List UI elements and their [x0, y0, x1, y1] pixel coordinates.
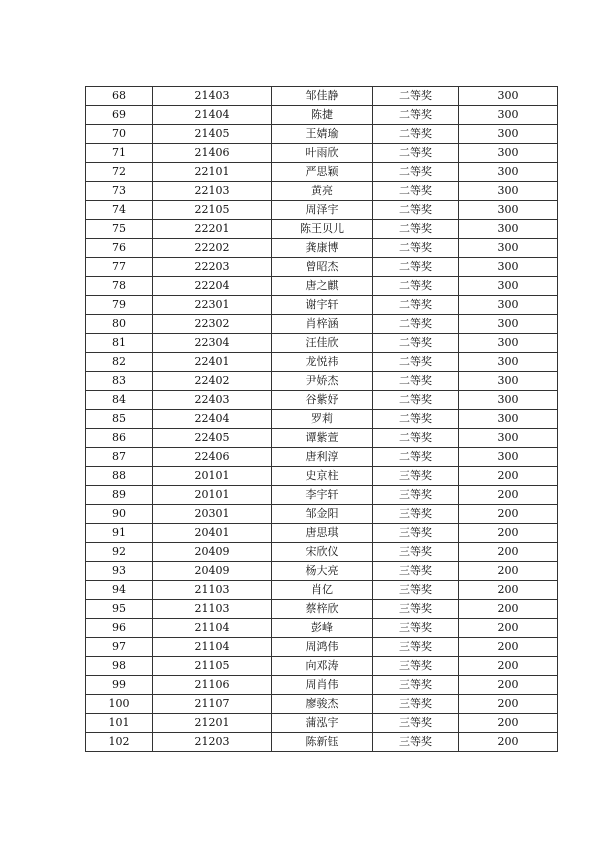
- seq-cell: 96: [86, 619, 153, 638]
- student-name-cell: 黄亮: [272, 182, 373, 201]
- prize-amount-cell: 300: [459, 163, 558, 182]
- seq-cell: 72: [86, 163, 153, 182]
- prize-amount-cell: 300: [459, 220, 558, 239]
- class-number-cell: 20101: [153, 467, 272, 486]
- award-level-cell: 三等奖: [373, 524, 459, 543]
- seq-cell: 94: [86, 581, 153, 600]
- award-level-cell: 二等奖: [373, 106, 459, 125]
- class-number-cell: 22101: [153, 163, 272, 182]
- seq-cell: 78: [86, 277, 153, 296]
- award-level-cell: 二等奖: [373, 163, 459, 182]
- prize-amount-cell: 300: [459, 410, 558, 429]
- student-name-cell: 蒲泓宇: [272, 714, 373, 733]
- award-level-cell: 二等奖: [373, 391, 459, 410]
- class-number-cell: 21404: [153, 106, 272, 125]
- award-level-cell: 三等奖: [373, 562, 459, 581]
- student-name-cell: 陈捷: [272, 106, 373, 125]
- table-row: [86, 296, 558, 315]
- prize-amount-cell: 300: [459, 258, 558, 277]
- class-number-cell: 22403: [153, 391, 272, 410]
- award-level-cell: 三等奖: [373, 619, 459, 638]
- award-level-cell: 三等奖: [373, 600, 459, 619]
- prize-amount-cell: 300: [459, 296, 558, 315]
- award-level-cell: 三等奖: [373, 505, 459, 524]
- table-row: [86, 372, 558, 391]
- prize-amount-cell: 300: [459, 239, 558, 258]
- award-level-cell: 三等奖: [373, 543, 459, 562]
- table-row: [86, 467, 558, 486]
- table-row: [86, 543, 558, 562]
- table-row: [86, 581, 558, 600]
- seq-cell: 76: [86, 239, 153, 258]
- student-name-cell: 陈王贝儿: [272, 220, 373, 239]
- table-row: [86, 277, 558, 296]
- prize-amount-cell: 200: [459, 600, 558, 619]
- class-number-cell: 22406: [153, 448, 272, 467]
- class-number-cell: 22405: [153, 429, 272, 448]
- award-level-cell: 二等奖: [373, 334, 459, 353]
- prize-amount-cell: 300: [459, 201, 558, 220]
- seq-cell: 100: [86, 695, 153, 714]
- class-number-cell: 21106: [153, 676, 272, 695]
- table-row: [86, 182, 558, 201]
- class-number-cell: 21403: [153, 87, 272, 106]
- student-name-cell: 宋欣仪: [272, 543, 373, 562]
- prize-amount-cell: 200: [459, 486, 558, 505]
- student-name-cell: 向邓涛: [272, 657, 373, 676]
- student-name-cell: 唐之麒: [272, 277, 373, 296]
- class-number-cell: 22302: [153, 315, 272, 334]
- award-level-cell: 三等奖: [373, 733, 459, 752]
- prize-amount-cell: 200: [459, 562, 558, 581]
- prize-amount-cell: 300: [459, 353, 558, 372]
- award-level-cell: 二等奖: [373, 258, 459, 277]
- seq-cell: 85: [86, 410, 153, 429]
- student-name-cell: 周泽宇: [272, 201, 373, 220]
- prize-amount-cell: 300: [459, 372, 558, 391]
- class-number-cell: 21203: [153, 733, 272, 752]
- student-name-cell: 谷紫妤: [272, 391, 373, 410]
- award-list-body: [86, 87, 558, 752]
- prize-amount-cell: 200: [459, 619, 558, 638]
- award-level-cell: 二等奖: [373, 315, 459, 334]
- table-row: [86, 562, 558, 581]
- table-row: [86, 486, 558, 505]
- table-row: [86, 448, 558, 467]
- award-level-cell: 二等奖: [373, 144, 459, 163]
- award-level-cell: 二等奖: [373, 277, 459, 296]
- class-number-cell: 21105: [153, 657, 272, 676]
- student-name-cell: 唐思琪: [272, 524, 373, 543]
- table-row: [86, 524, 558, 543]
- seq-cell: 79: [86, 296, 153, 315]
- table-row: [86, 676, 558, 695]
- student-name-cell: 龚康博: [272, 239, 373, 258]
- prize-amount-cell: 300: [459, 448, 558, 467]
- class-number-cell: 22105: [153, 201, 272, 220]
- seq-cell: 73: [86, 182, 153, 201]
- prize-amount-cell: 300: [459, 334, 558, 353]
- table-row: [86, 505, 558, 524]
- seq-cell: 84: [86, 391, 153, 410]
- class-number-cell: 21107: [153, 695, 272, 714]
- seq-cell: 87: [86, 448, 153, 467]
- seq-cell: 102: [86, 733, 153, 752]
- seq-cell: 98: [86, 657, 153, 676]
- class-number-cell: 21103: [153, 581, 272, 600]
- student-name-cell: 周肖伟: [272, 676, 373, 695]
- table-row: [86, 600, 558, 619]
- prize-amount-cell: 200: [459, 524, 558, 543]
- prize-amount-cell: 300: [459, 391, 558, 410]
- class-number-cell: 20409: [153, 562, 272, 581]
- award-level-cell: 三等奖: [373, 467, 459, 486]
- prize-amount-cell: 300: [459, 87, 558, 106]
- table-row: [86, 410, 558, 429]
- award-level-cell: 三等奖: [373, 695, 459, 714]
- prize-amount-cell: 200: [459, 714, 558, 733]
- award-level-cell: 三等奖: [373, 486, 459, 505]
- table-row: [86, 334, 558, 353]
- student-name-cell: 邹金阳: [272, 505, 373, 524]
- class-number-cell: 21201: [153, 714, 272, 733]
- award-level-cell: 二等奖: [373, 353, 459, 372]
- class-number-cell: 20409: [153, 543, 272, 562]
- student-name-cell: 李宇轩: [272, 486, 373, 505]
- award-level-cell: 二等奖: [373, 182, 459, 201]
- seq-cell: 68: [86, 87, 153, 106]
- prize-amount-cell: 200: [459, 543, 558, 562]
- prize-amount-cell: 200: [459, 467, 558, 486]
- student-name-cell: 廖骏杰: [272, 695, 373, 714]
- student-name-cell: 邹佳静: [272, 87, 373, 106]
- seq-cell: 93: [86, 562, 153, 581]
- student-name-cell: 彭峰: [272, 619, 373, 638]
- seq-cell: 75: [86, 220, 153, 239]
- award-level-cell: 二等奖: [373, 372, 459, 391]
- seq-cell: 71: [86, 144, 153, 163]
- prize-amount-cell: 200: [459, 657, 558, 676]
- seq-cell: 77: [86, 258, 153, 277]
- seq-cell: 82: [86, 353, 153, 372]
- prize-amount-cell: 200: [459, 676, 558, 695]
- class-number-cell: 21406: [153, 144, 272, 163]
- student-name-cell: 史京柱: [272, 467, 373, 486]
- class-number-cell: 22201: [153, 220, 272, 239]
- award-level-cell: 二等奖: [373, 239, 459, 258]
- seq-cell: 97: [86, 638, 153, 657]
- student-name-cell: 陈新钰: [272, 733, 373, 752]
- table-row: [86, 106, 558, 125]
- prize-amount-cell: 200: [459, 581, 558, 600]
- student-name-cell: 严思颖: [272, 163, 373, 182]
- class-number-cell: 21103: [153, 600, 272, 619]
- prize-amount-cell: 200: [459, 638, 558, 657]
- seq-cell: 99: [86, 676, 153, 695]
- student-name-cell: 王婧瑜: [272, 125, 373, 144]
- award-level-cell: 三等奖: [373, 581, 459, 600]
- table-row: [86, 201, 558, 220]
- seq-cell: 92: [86, 543, 153, 562]
- class-number-cell: 22402: [153, 372, 272, 391]
- award-level-cell: 二等奖: [373, 201, 459, 220]
- class-number-cell: 21104: [153, 619, 272, 638]
- seq-cell: 70: [86, 125, 153, 144]
- class-number-cell: 22401: [153, 353, 272, 372]
- class-number-cell: 20301: [153, 505, 272, 524]
- student-name-cell: 叶雨欣: [272, 144, 373, 163]
- award-level-cell: 二等奖: [373, 410, 459, 429]
- prize-amount-cell: 300: [459, 144, 558, 163]
- table-row: [86, 144, 558, 163]
- student-name-cell: 周鸿伟: [272, 638, 373, 657]
- table-row: [86, 220, 558, 239]
- student-name-cell: 肖亿: [272, 581, 373, 600]
- class-number-cell: 22204: [153, 277, 272, 296]
- table-row: [86, 125, 558, 144]
- seq-cell: 88: [86, 467, 153, 486]
- award-level-cell: 三等奖: [373, 714, 459, 733]
- class-number-cell: 22404: [153, 410, 272, 429]
- student-name-cell: 谢宇轩: [272, 296, 373, 315]
- prize-amount-cell: 200: [459, 505, 558, 524]
- award-level-cell: 三等奖: [373, 657, 459, 676]
- table-row: [86, 315, 558, 334]
- student-name-cell: 罗莉: [272, 410, 373, 429]
- award-level-cell: 二等奖: [373, 87, 459, 106]
- seq-cell: 69: [86, 106, 153, 125]
- seq-cell: 95: [86, 600, 153, 619]
- table-row: [86, 733, 558, 752]
- seq-cell: 90: [86, 505, 153, 524]
- award-list-table: [85, 86, 558, 752]
- seq-cell: 101: [86, 714, 153, 733]
- table-row: [86, 391, 558, 410]
- table-row: [86, 714, 558, 733]
- student-name-cell: 曾昭杰: [272, 258, 373, 277]
- class-number-cell: 21405: [153, 125, 272, 144]
- award-level-cell: 三等奖: [373, 638, 459, 657]
- class-number-cell: 20101: [153, 486, 272, 505]
- student-name-cell: 唐利淳: [272, 448, 373, 467]
- class-number-cell: 22103: [153, 182, 272, 201]
- award-level-cell: 二等奖: [373, 429, 459, 448]
- table-row: [86, 657, 558, 676]
- prize-amount-cell: 200: [459, 695, 558, 714]
- student-name-cell: 龙悦祎: [272, 353, 373, 372]
- seq-cell: 86: [86, 429, 153, 448]
- table-row: [86, 163, 558, 182]
- seq-cell: 74: [86, 201, 153, 220]
- award-level-cell: 二等奖: [373, 296, 459, 315]
- student-name-cell: 尹娇杰: [272, 372, 373, 391]
- prize-amount-cell: 300: [459, 277, 558, 296]
- class-number-cell: 21104: [153, 638, 272, 657]
- award-level-cell: 二等奖: [373, 448, 459, 467]
- student-name-cell: 杨大亮: [272, 562, 373, 581]
- class-number-cell: 20401: [153, 524, 272, 543]
- award-level-cell: 三等奖: [373, 676, 459, 695]
- seq-cell: 91: [86, 524, 153, 543]
- prize-amount-cell: 300: [459, 182, 558, 201]
- class-number-cell: 22301: [153, 296, 272, 315]
- seq-cell: 89: [86, 486, 153, 505]
- class-number-cell: 22304: [153, 334, 272, 353]
- prize-amount-cell: 300: [459, 106, 558, 125]
- student-name-cell: 汪佳欣: [272, 334, 373, 353]
- student-name-cell: 肖梓涵: [272, 315, 373, 334]
- prize-amount-cell: 300: [459, 125, 558, 144]
- award-level-cell: 二等奖: [373, 125, 459, 144]
- table-row: [86, 695, 558, 714]
- seq-cell: 81: [86, 334, 153, 353]
- prize-amount-cell: 300: [459, 429, 558, 448]
- seq-cell: 80: [86, 315, 153, 334]
- table-row: [86, 87, 558, 106]
- student-name-cell: 蔡梓欣: [272, 600, 373, 619]
- student-name-cell: 谭紫萱: [272, 429, 373, 448]
- table-row: [86, 239, 558, 258]
- seq-cell: 83: [86, 372, 153, 391]
- table-row: [86, 429, 558, 448]
- class-number-cell: 22203: [153, 258, 272, 277]
- class-number-cell: 22202: [153, 239, 272, 258]
- award-level-cell: 二等奖: [373, 220, 459, 239]
- table-row: [86, 258, 558, 277]
- table-row: [86, 638, 558, 657]
- table-row: [86, 619, 558, 638]
- table-row: [86, 353, 558, 372]
- prize-amount-cell: 300: [459, 315, 558, 334]
- prize-amount-cell: 200: [459, 733, 558, 752]
